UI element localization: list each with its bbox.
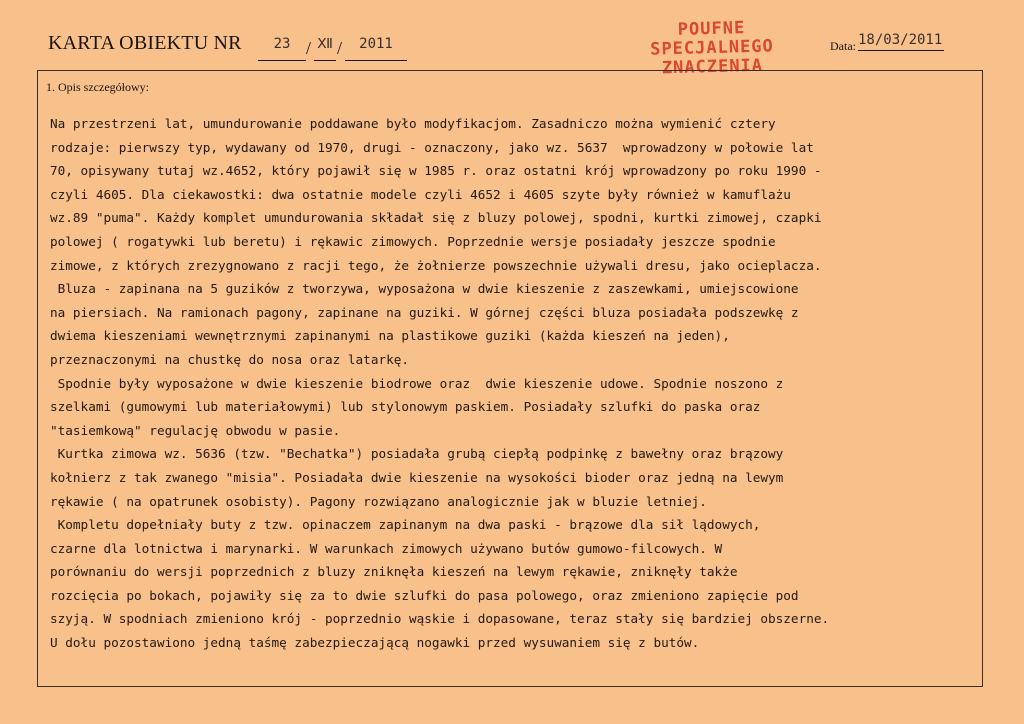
date-field (858, 32, 944, 51)
object-month-value: Ⅻ (317, 36, 333, 52)
description-line: na piersiach. Na ramionach pagony, zapinane na guziki. W górnej części bluza posiadała podszewkę z (50, 304, 799, 320)
description-line: 70, opisywany tutaj wz.4652, który pojawił się w 1985 r. oraz ostatni krój wprowadzony po roku 1990 - (50, 163, 822, 179)
description-line: Kompletu dopełniały buty z tzw. opinaczem zapinanym na dwa paski - brązowe dla sił lądowych, (50, 517, 761, 533)
description-line: przeznaczonymi na chustkę do nosa oraz latarkę. (50, 351, 410, 367)
description-line: dwiema kieszeniami wewnętrznymi zapinanymi na plastikowe guziki (każda kieszeń na jeden), (50, 328, 730, 344)
description-line: Na przestrzeni lat, umundurowanie poddawane było modyfikacjom. Zasadniczo można wymienić cztery (50, 116, 776, 131)
description-line: Bluza - zapinana na 5 guzików z tworzywa, wyposażona w dwie kieszenie z zaszewkami, umiejscowione (50, 281, 799, 297)
description-line: szyją. W spodniach zmieniono krój - poprzednio wąskie i dopasowane, teraz stały się bardziej obszerne. (50, 611, 830, 627)
object-month-field (314, 36, 336, 61)
stamp-line-2: SPECJALNEGO (649, 36, 775, 60)
card-title: KARTA OBIEKTU NR (48, 32, 242, 54)
description-line: Kurtka zimowa wz. 5636 (tzw. "Bechatka") posiadała grubą ciepłą podpinkę z bawełny oraz brązowy (50, 446, 784, 462)
description-line: "tasiemkową" regulację obwodu w pasie. (50, 422, 341, 438)
object-number-value: 23 (273, 36, 291, 52)
description-line: rodzaje: pierwszy typ, wydawany od 1970, drugi - oznaczony, jako wz. 5637 wprowadzony w połowie lat (50, 139, 814, 155)
object-year-value: 2011 (359, 36, 393, 52)
description-line: Spodnie były wyposażone w dwie kieszenie biodrowe oraz dwie kieszenie udowe. Spodnie noszono z (50, 375, 784, 391)
description-line: rozcięcia po bokach, pojawiły się za to dwie szlufki do pasa polowego, oraz zmieniono zapięcie pod (50, 587, 799, 603)
description-line: porównaniu do wersji poprzednich z bluzy zniknęła kieszeń na lewym rękawie, zniknęły także (50, 564, 738, 580)
description-line: U dołu pozostawiono jedną taśmę zabezpieczającą nogawki przed wysuwaniem się z butów. (50, 635, 700, 651)
description-line: czyli 4605. Dla ciekawostki: dwa ostatnie modele czyli 4652 i 4605 szyte były również w kamuflażu (50, 186, 791, 202)
description-body (50, 112, 985, 655)
stamp-line-3: ZNACZENIA (661, 55, 764, 79)
description-line: szelkami (gumowymi lub materiałowymi) lub stylonowym paskiem. Posiadały szlufki do paska oraz (50, 399, 761, 415)
description-line: kołnierz z tak zwanego "misia". Posiadała dwie kieszenie na wysokości bioder oraz jedną na lewym (50, 469, 784, 485)
description-line: wz.89 "puma". Każdy komplet umundurowania składał się z bluzy polowej, spodni, kurtki zimowej, czapki (50, 210, 822, 226)
stamp-line-1: POUFNE (677, 18, 746, 40)
month-separator: / (337, 38, 343, 58)
description-line: polowej ( rogatywki lub beretu) i rękawic zimowych. Poprzednie wersje posiadały jeszcze spodnie (50, 233, 776, 249)
date-value: 18/03/2011 (858, 32, 943, 48)
object-number-field (258, 36, 306, 61)
description-line: czarne dla lotnictwa i marynarki. W warunkach zimowych używano butów gumowo-filcowych. W (50, 540, 723, 556)
section-label: 1. Opis szczegółowy: (46, 80, 149, 94)
date-label: Data: (830, 39, 856, 53)
number-separator: / (306, 38, 312, 58)
description-line: rękawie ( na opatrunek osobisty). Pagony rozwiązano analogicznie jak w bluzie letniej. (50, 493, 707, 509)
description-line: zimowe, z których zrezygnowano z racji tego, że żołnierze powszechnie używali dresu, jako ocieplacza. (50, 257, 822, 273)
object-year-field (345, 36, 407, 61)
